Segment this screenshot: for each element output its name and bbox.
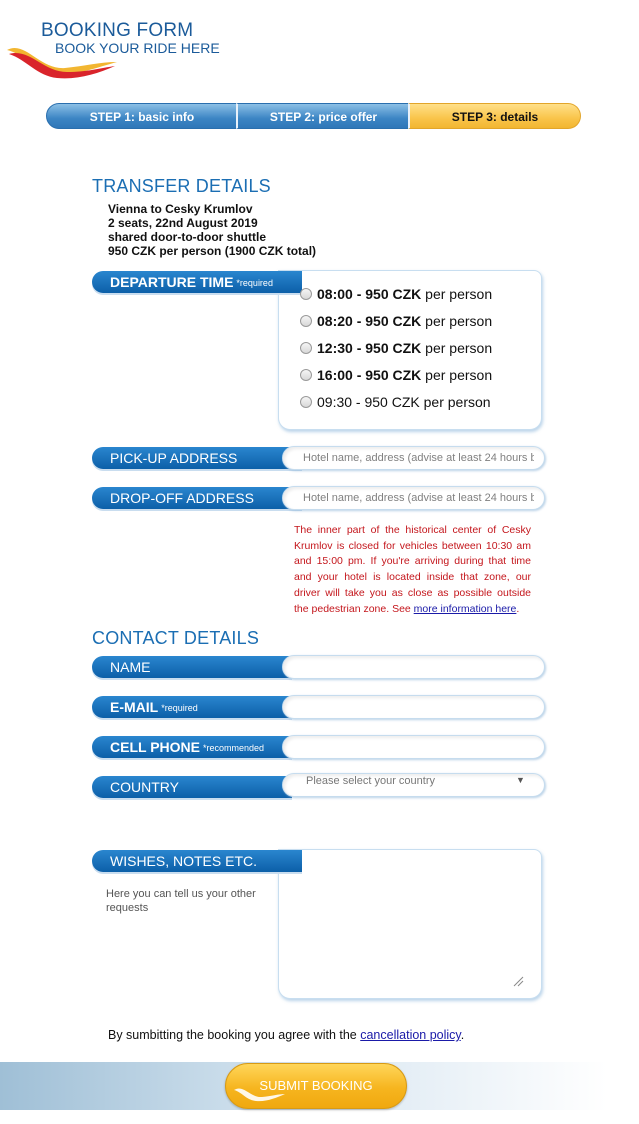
radio-icon[interactable] (300, 315, 312, 327)
radio-icon[interactable] (300, 396, 312, 408)
pickup-address-input[interactable] (283, 447, 544, 469)
cell-phone-field (282, 735, 545, 759)
dropoff-address-field (282, 486, 545, 510)
option-time-price: 12:30 - 950 CZK (317, 340, 422, 356)
pedestrian-zone-notice (294, 523, 531, 617)
dropoff-address-label: DROP-OFF ADDRESS (92, 487, 302, 509)
option-suffix: per person (423, 394, 491, 410)
departure-option-1[interactable] (300, 285, 492, 303)
option-suffix: per person (425, 367, 493, 383)
name-input[interactable] (283, 656, 544, 678)
notice-text: The inner part of the historical center of Cesky Krumlov is closed for vehicles between 10:30 am and 15:00 pm. If you're arriving during that time and your hotel is located inside that zone, our driver will take you as close as possible outside the pedestrian zone. See (294, 524, 531, 615)
wishes-textarea[interactable] (279, 850, 541, 998)
transfer-summary (108, 202, 316, 258)
transfer-details-title: TRANSFER DETAILS (92, 176, 271, 196)
recommended-note: *recommended (202, 743, 265, 753)
dropoff-address-input[interactable] (283, 487, 544, 509)
step-2-price-offer[interactable]: STEP 2: price offer (236, 103, 410, 129)
route-text: Vienna to Cesky Krumlov (108, 202, 253, 216)
country-label: COUNTRY (92, 776, 292, 798)
cell-phone-label (92, 736, 292, 758)
radio-icon[interactable] (300, 369, 312, 381)
option-time-price: 08:00 - 950 CZK (317, 286, 422, 302)
agreement-sentence: By sumbitting the booking you agree with the (108, 1028, 361, 1042)
required-note: *required (236, 278, 273, 288)
progress-steps (46, 103, 581, 129)
option-suffix: per person (425, 286, 493, 302)
wishes-hint: Here you can tell us your other requests (106, 888, 256, 914)
name-label: NAME (92, 656, 292, 678)
departure-option-5[interactable] (300, 393, 491, 411)
name-field (282, 655, 545, 679)
step-3-details: STEP 3: details (408, 103, 581, 129)
email-label-text: E-MAIL (110, 699, 159, 715)
radio-icon[interactable] (300, 288, 312, 300)
cell-phone-label-text: CELL PHONE (110, 739, 200, 755)
swoosh-icon (232, 1082, 287, 1104)
departure-option-3[interactable] (300, 339, 492, 357)
option-time-price: 09:30 - 950 CZK (317, 394, 420, 410)
form-subtitle: BOOK YOUR RIDE HERE (55, 40, 220, 56)
required-note: *required (161, 703, 198, 713)
price-text: 950 CZK per person (1900 CZK total) (108, 244, 317, 258)
option-suffix: per person (425, 340, 493, 356)
email-label (92, 696, 292, 718)
submit-booking-label: SUBMIT BOOKING (259, 1078, 373, 1093)
option-suffix: per person (425, 313, 493, 329)
cancellation-policy-link[interactable]: cancellation policy (360, 1028, 461, 1042)
transfer-type-text: shared door-to-door shuttle (108, 230, 266, 244)
more-information-link[interactable]: more information here (413, 602, 517, 615)
resize-handle-icon[interactable] (513, 976, 524, 987)
agreement-text (108, 1028, 464, 1042)
chevron-down-icon: ▼ (516, 775, 525, 785)
option-time-price: 16:00 - 950 CZK (317, 367, 422, 383)
seats-date-text: 2 seats, 22nd August 2019 (108, 216, 258, 230)
agreement-end: . (460, 1028, 465, 1042)
wishes-label: WISHES, NOTES ETC. (92, 850, 302, 872)
departure-time-label (92, 271, 302, 293)
departure-option-4[interactable] (300, 366, 492, 384)
departure-option-2[interactable] (300, 312, 492, 330)
swoosh-logo-icon (5, 40, 120, 85)
radio-icon[interactable] (300, 342, 312, 354)
notice-end: . (516, 602, 520, 615)
email-input[interactable] (283, 696, 544, 718)
contact-details-title: CONTACT DETAILS (92, 628, 260, 648)
departure-time-text: DEPARTURE TIME (110, 274, 234, 290)
wishes-textarea-box (278, 849, 542, 999)
option-time-price: 08:20 - 950 CZK (317, 313, 422, 329)
step-1-basic-info[interactable]: STEP 1: basic info (46, 103, 238, 129)
pickup-address-label: PICK-UP ADDRESS (92, 447, 302, 469)
pickup-address-field (282, 446, 545, 470)
form-title: BOOKING FORM (41, 20, 194, 41)
cell-phone-input[interactable] (283, 736, 544, 758)
email-field (282, 695, 545, 719)
country-select-value: Please select your country (306, 775, 436, 787)
